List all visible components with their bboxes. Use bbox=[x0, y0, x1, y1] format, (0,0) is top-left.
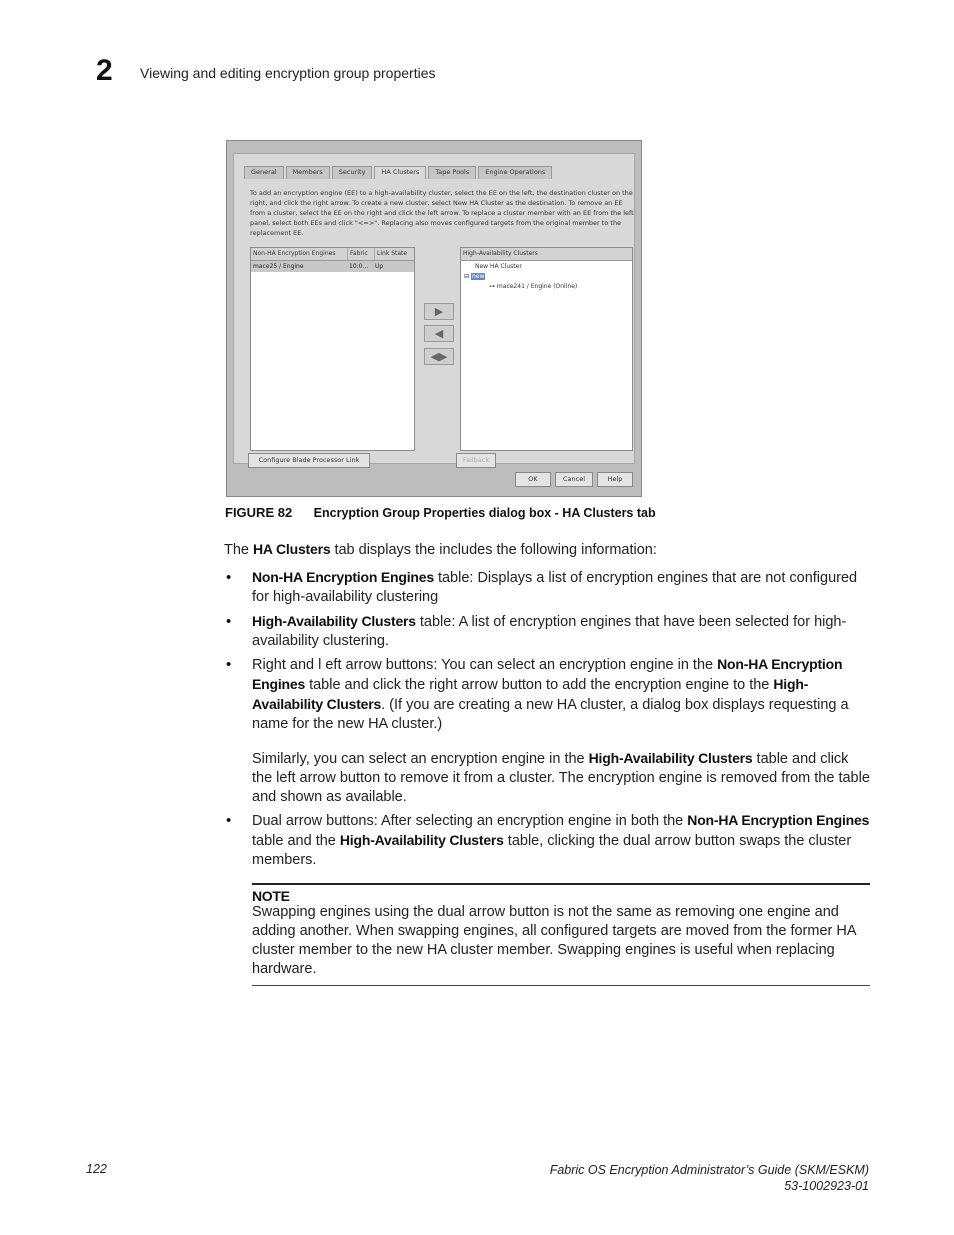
figure-caption bbox=[225, 505, 656, 520]
tree-item-new-label: new bbox=[471, 273, 485, 280]
link-state-cell: Up bbox=[375, 263, 384, 270]
bullet-text: Similarly, you can select an encryption engine in the bbox=[252, 751, 589, 767]
figure-screenshot bbox=[226, 140, 642, 497]
dialog-panel bbox=[233, 153, 635, 464]
chapter-number: 2 bbox=[96, 54, 113, 87]
tab-tape-pools[interactable]: Tape Pools bbox=[428, 166, 476, 179]
tab-strip bbox=[244, 166, 554, 179]
cancel-button[interactable]: Cancel bbox=[555, 472, 593, 487]
right-arrow-icon: ▶ bbox=[434, 305, 444, 318]
left-arrow-button[interactable] bbox=[424, 325, 454, 342]
tab-engine-operations[interactable]: Engine Operations bbox=[478, 166, 552, 179]
note-top-rule bbox=[252, 883, 870, 885]
column-header-link-state[interactable]: Link State bbox=[377, 250, 408, 257]
book-title: Fabric OS Encryption Administrator’s Guide (SKM/ESKM) bbox=[549, 1163, 869, 1177]
tree-header bbox=[461, 248, 632, 261]
tab-general[interactable]: General bbox=[244, 166, 284, 179]
bullet-bold: High-Availability Clusters bbox=[252, 613, 416, 629]
bullet-bold: Non-HA Encryption Engines bbox=[252, 656, 843, 692]
doc-number: 53-1002923-01 bbox=[784, 1179, 869, 1193]
bullet-ha-clusters bbox=[252, 612, 872, 651]
figure-label: FIGURE 82 bbox=[225, 505, 293, 520]
bullet-bold: Non-HA Encryption Engines bbox=[252, 569, 434, 585]
non-ha-engines-table[interactable] bbox=[250, 247, 415, 451]
bullet-text: Dual arrow buttons: After selecting an encryption engine in both the bbox=[252, 813, 688, 829]
tree-item-engine-label: mace241 / Engine (Online) bbox=[496, 283, 578, 290]
bullet-text: . (If you are creating a new HA cluster, a dialog box displays requesting a name for the new HA cluster.) bbox=[252, 697, 849, 732]
bullet-text: table, clicking the dual arrow button swaps the cluster members. bbox=[252, 833, 852, 868]
page-number: 122 bbox=[86, 1162, 107, 1176]
bullet-text: table and click the left arrow button to remove it from a cluster. The encryption engine is removed from the table and shown as available. bbox=[252, 751, 870, 805]
note-bottom-rule bbox=[252, 985, 870, 986]
intro-bold: HA Clusters bbox=[253, 541, 331, 557]
column-header-fabric[interactable]: Fabric bbox=[348, 248, 375, 260]
intro-text-end: tab displays the includes the following information: bbox=[330, 542, 657, 558]
tree-item-engine[interactable] bbox=[489, 282, 577, 292]
bullet-icon: • bbox=[226, 812, 232, 829]
bullet-icon: • bbox=[226, 656, 232, 673]
bullet-dual-arrow bbox=[252, 811, 872, 870]
bullet-text: table: A list of encryption engines that have been selected for high-availability clustering. bbox=[252, 614, 847, 649]
intro-paragraph bbox=[224, 540, 864, 560]
running-head: Viewing and editing encryption group properties bbox=[140, 65, 436, 81]
bullet-text: table and click the right arrow button to add the encryption engine to the bbox=[305, 677, 774, 693]
right-arrow-button[interactable] bbox=[424, 303, 454, 320]
bullet-arrow-buttons-para2 bbox=[252, 749, 872, 807]
bullet-icon: • bbox=[226, 613, 232, 630]
note-body: Swapping engines using the dual arrow button is not the same as removing one engine and adding another. When swapping engines, all configured targets are moved from the former HA cluster member to the new HA cluster member. Swapping engines is useful when replacing hardware. bbox=[252, 904, 856, 977]
help-button[interactable]: Help bbox=[597, 472, 633, 487]
bullet-bold: High-Availability Clusters bbox=[588, 750, 753, 766]
dialog-instructions: To add an encryption engine (EE) to a high-availability cluster, select the EE on the left, the destination cluster on the right, and click the right arrow. To create a new cluster, select New HA Cluster as the destination. To remove an EE from a cluster, select the EE on the right and click the left arrow. To replace a cluster member with an EE from the left panel, select both EEs and click "<=>". Replacing also moves configured targets from the original member to the replacement EE. bbox=[250, 189, 634, 237]
expand-icon[interactable]: ⊟ bbox=[464, 273, 470, 280]
tab-security[interactable]: Security bbox=[332, 166, 373, 179]
bullet-bold: High-Availability Clusters bbox=[252, 676, 809, 712]
left-arrow-icon: ◀ bbox=[434, 327, 444, 340]
engine-name-cell: mace25 / Engine bbox=[253, 263, 304, 270]
fabric-cell: 10:0... bbox=[349, 263, 369, 270]
bullet-non-ha-engines bbox=[252, 568, 872, 607]
engine-icon: ⊶ bbox=[489, 283, 495, 290]
bullet-text: Right and l eft arrow buttons: You can select an encryption engine in the bbox=[252, 657, 718, 673]
bullet-arrow-buttons bbox=[252, 655, 872, 734]
table-row[interactable] bbox=[251, 261, 414, 272]
dual-arrow-button[interactable] bbox=[424, 348, 454, 365]
tree-item-new[interactable] bbox=[464, 272, 485, 282]
dual-arrow-icon: ◀▶ bbox=[430, 350, 448, 363]
configure-blade-processor-link-button[interactable]: Configure Blade Processor Link bbox=[248, 453, 370, 468]
footer-doc-info bbox=[550, 1162, 869, 1194]
intro-text: The bbox=[224, 542, 254, 558]
bullet-text: table and the bbox=[252, 833, 340, 849]
tree-item-new-ha-cluster[interactable]: New HA Cluster bbox=[475, 263, 522, 270]
bullet-bold: High-Availability Clusters bbox=[339, 832, 504, 848]
tree-header-label: High-Availability Clusters bbox=[463, 250, 538, 257]
ha-clusters-tree[interactable] bbox=[460, 247, 633, 451]
column-header-engines[interactable]: Non-HA Encryption Engines bbox=[251, 248, 348, 260]
ok-button[interactable]: OK bbox=[515, 472, 551, 487]
table-header bbox=[251, 248, 414, 261]
bullet-bold: Non-HA Encryption Engines bbox=[687, 812, 870, 828]
note-heading: NOTE bbox=[252, 888, 290, 904]
tab-members[interactable]: Members bbox=[286, 166, 330, 179]
tab-ha-clusters[interactable]: HA Clusters bbox=[374, 166, 426, 179]
bullet-text: table: Displays a list of encryption engines that are not configured for high-availability clustering bbox=[252, 570, 858, 605]
figure-title: Encryption Group Properties dialog box - HA Clusters tab bbox=[313, 506, 656, 520]
failback-button[interactable]: Failback bbox=[456, 453, 496, 468]
bullet-icon: • bbox=[226, 569, 232, 586]
